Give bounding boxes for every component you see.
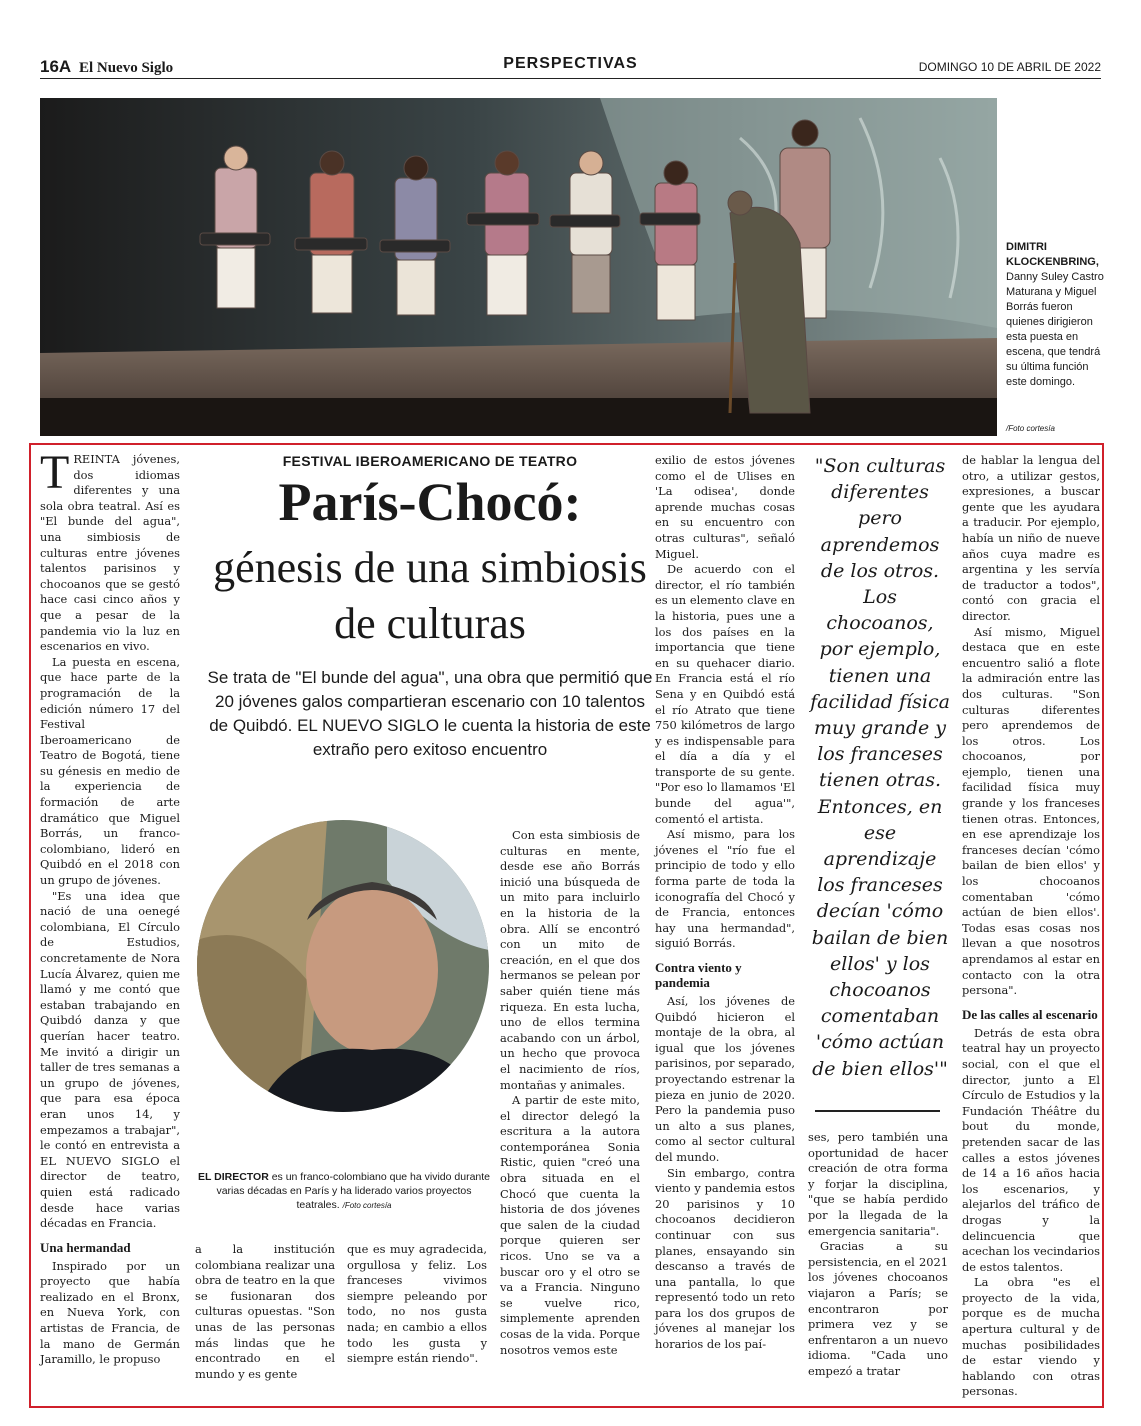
photo-credit: /Foto cortesía — [1006, 424, 1055, 433]
body-paragraph: que es muy agradecida, orgullosa y feliz. Los franceses vivimos siempre peleando por todo, no nos gusta nada; en cambio a ellos todo les gusta y siempre están riendo". — [347, 1242, 487, 1366]
header-divider — [40, 78, 1101, 79]
director-portrait — [197, 820, 489, 1112]
pull-quote: "Son culturas diferentes pero aprendemos de los otros. Los chocoanos, por ejemplo, tienen una facilidad física muy grande y los franceses tienen otras. Entonces, en ese aprendizaje los franceses decían 'cómo bailan de bien ellos' y los chocoanos comentaban 'cómo actúan de bien ellos'" — [810, 455, 950, 1080]
body-paragraph: de hablar la lengua del otro, a utilizar gestos, expresiones, a buscar gente que les ayudara a traducir. Por ejemplo, había un niño de nueve años cuya madre es argentina y les servía de traductor a todos", contó con gracia el director. — [962, 453, 1100, 623]
body-paragraph: Detrás de esta obra teatral hay un proyecto social, con el que el director, junto a El Círculo de Estudios y la Fundación Théâtre du bout du monde, pretenden sacar de las calles a estos jóvenes de 14 a 16 años hacia los escenarios, y alejarlos del tráfico de drogas y la delincuencia que acechan los vecindarios de estos talentos. — [962, 1025, 1100, 1274]
pull-quote-divider — [815, 1110, 940, 1112]
body-paragraph: Inspirado por un proyecto que había realizado en el Bronx, en Nueva York, con artistas de Francia, de la mano de Germán Jaramillo, le propuso — [40, 1258, 180, 1367]
portrait-caption-text: es un franco-colombiano que ha vivido durante varias décadas en París y ha liderado varios proyectos teatrales. — [216, 1171, 491, 1211]
body-paragraph: Con esta simbiosis de culturas en mente, desde ese año Borrás inició una búsqueda de un mito para incluirlo en la historia de la obra. Allí se encontró con un mito de creación, en el que dos hermanos se pelean por saber quién tiene más riqueza. En esta lucha, uno de ellos termina acabando con un árbol, un hecho que provoca el nacimiento de ríos, montañas y animales. — [500, 828, 640, 1092]
subheading: Contra viento y pandemia — [655, 960, 742, 990]
publication-name: El Nuevo Siglo — [78, 60, 174, 76]
body-paragraph: Gracias a su persistencia, en el 2021 los jóvenes chocoanos viajaron a París; se encontraron por primera vez y se enfrentaron a un nuevo idioma. "Cada uno empezó a tratar — [808, 1239, 948, 1378]
photo-caption-text: Danny Suley Castro Maturana y Miguel Borrás fueron quienes dirigieron esta puesta en escena, que tendrá su última función este domingo. — [1006, 271, 1104, 388]
article-kicker: FESTIVAL IBEROAMERICANO DE TEATRO — [282, 453, 578, 469]
photo-caption-name: DIMITRI KLOCKENBRING, — [1006, 241, 1099, 268]
portrait-credit: /Foto cortesía — [342, 1201, 392, 1210]
portrait-caption — [195, 1170, 493, 1213]
section-title: PERSPECTIVAS — [503, 55, 638, 72]
article-column-4 — [500, 828, 640, 1358]
issue-date: DOMINGO 10 DE ABRIL DE 2022 — [918, 60, 1101, 74]
drop-cap: T — [40, 446, 70, 499]
body-paragraph: Así mismo, Miguel destaca que en este encuentro salió a flote la admiración entre las dos culturas. "Son culturas diferentes pero aprendemos de los otros. Los chocoanos, por ejemplo, tienen una facilidad física muy grande y los franceses tienen otras. Entonces, en ese aprendizaje los franceses decían 'cómo bailan de bien ellos' y los chocoanos comentaban 'cómo actúan de bien ellos'. Todas esas cosas nos llevan a que nosotros aprendamos al estar en contacto con la otra persona". — [962, 624, 1100, 998]
page-number: 16A — [40, 57, 72, 76]
stage-photo-illustration — [40, 98, 997, 436]
article-deck: Se trata de "El bunde del agua", una obra que permitió que 20 jóvenes galos compartieran escenario con 10 talentos de Quibdó. EL NUEVO SIGLO le cuenta la historia de este extraño pero exitoso encuentro — [207, 668, 653, 759]
body-paragraph: Así mismo, para los jóvenes el "río fue el principio de todo y ello forma parte de toda la iconografía del Chocó y de Francia, entonces hay una hermandad", siguió Borrás. — [655, 827, 795, 951]
body-paragraph: a la institución colombiana realizar una obra de teatro en la que se fusionaran dos culturas opuestas. "Son unas de las personas más lindas que he encontrado en el mundo y es gente — [195, 1242, 335, 1381]
director-portrait-illustration — [197, 820, 489, 1112]
stage-photo — [40, 98, 997, 436]
body-paragraph: Así, los jóvenes de Quibdó hicieron el montaje de la obra, al igual que los jóvenes parisinos, por separado, proyectando estrenar la pieza en junio de 2020. Pero la pandemia puso un alto a sus planes, como al sector cultural del mundo. — [655, 994, 795, 1164]
portrait-caption-name: EL DIRECTOR — [197, 1171, 269, 1183]
body-paragraph: La obra "es el proyecto de la vida, porque es de mucha apertura cultural y de muchas posibilidades de estar viendo y hablando con otras personas. — [962, 1275, 1100, 1399]
headline-secondary: génesis de una simbiosis de culturas — [213, 543, 647, 648]
article-column-2 — [195, 1242, 335, 1382]
subheading: De las calles al escenario — [962, 1006, 1098, 1022]
body-paragraph: "Es una idea que nació de una oenegé colombiana, El Círculo de Estudios, concretamente de Nora Lucía Álvarez, quien me llamó y me contó que estaban trabajando en Quibdó danza y que querían hacer teatro. Me invitó a dirigir un taller de tres semanas a un grupo de jóvenes, que para esa época eran unos 14, y empezamos a trabajar", le contó en entrevista a EL NUEVO SIGLO el director de teatro, quien está radicado desde hace varias décadas en Francia. — [40, 888, 180, 1231]
body-paragraph: ses, pero también una oportunidad de hacer creación de otra forma y forjar la disciplina, "que se había perdido por la llegada de la emergencia sanitaria". — [808, 1130, 948, 1238]
body-paragraph: exilio de estos jóvenes como el de Ulises en 'La odisea', donde aprende muchas cosas en su encuentro con otras culturas", señaló Miguel. — [655, 453, 795, 561]
article-column-3 — [347, 1242, 487, 1367]
article-column-5 — [655, 453, 795, 1353]
body-paragraph: De acuerdo con el director, el río también es un elemento clave en la historia, pues une a los dos países en la importancia que tiene en su quehacer diario. En Francia está el río Sena y en Quibdó está el río Atrato que tiene 750 kilómetros de largo y es indispensable para el día a día y el transporte de su gente. "Por eso lo llamamos 'El bunde del agua'", comentó el artista. — [655, 562, 795, 826]
article-column-1 — [40, 446, 180, 1368]
photo-caption — [1006, 240, 1106, 390]
article-column-7 — [962, 453, 1100, 1400]
body-paragraph: Sin embargo, contra viento y pandemia estos 20 parisinos y 10 chocoanos decidieron continuar con sus planes, ensayando sin descanso a través de una pantalla, lo que representó todo un reto para los dos grupos de jóvenes al manejar los horarios de los paí- — [655, 1165, 795, 1352]
headline-main: París-Chocó: — [278, 472, 582, 532]
body-paragraph: La puesta en escena, que hace parte de la programación de la edición número 17 del Festival Iberoamericano de Teatro de Bogotá, tiene su génesis en medio de la experiencia de formación de arte dramático que Miguel Borrás, un franco-colombiano, lideró en Quibdó en el 2018 con un grupo de jóvenes. — [40, 654, 180, 888]
lead-paragraph: TREINTA jóvenes, dos idiomas diferentes y una sola obra teatral. Así es "El bunde del agua", una simbiosis de culturas entre jóvenes talentos parisinos y chocoanos que se gestó hace casi cinco años y que a pesar de la pandemia vio la luz en escenarios en vivo. — [40, 446, 180, 654]
subheading: Una hermandad — [40, 1239, 131, 1255]
article-column-6 — [808, 1130, 948, 1380]
body-paragraph: A partir de este mito, el director delegó la escritura a la autora contemporánea Sonia Ristic, quien "creó una obra situada en el Chocó que cuenta la historia de dos jóvenes que salen de la ciudad porque quieren ser ricos. Uno se va a buscar oro y el otro se va a Francia. Ninguno se vuelve rico, simplemente aprenden cosas de la vida. Porque nosotros vemos este — [500, 1093, 640, 1357]
